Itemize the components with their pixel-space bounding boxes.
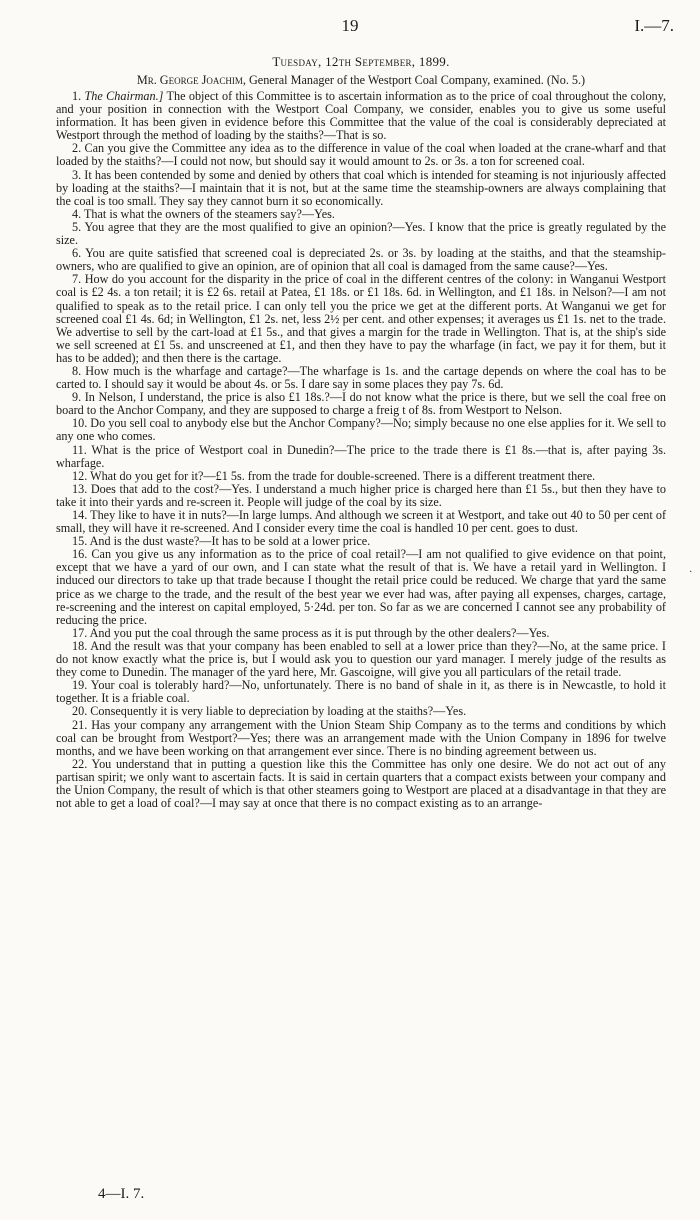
witness-description: , General Manager of the Westport Coal Company, examined. (No. 5.) xyxy=(242,73,586,87)
question-paragraph xyxy=(56,169,666,208)
question-number: 3. xyxy=(72,167,85,182)
document-body xyxy=(56,54,666,810)
question-text: Consequently it is very liable to depreciation by loading at the staiths?—Yes. xyxy=(90,704,467,719)
question-number: 11. xyxy=(72,442,92,457)
question-text: Can you give us any information as to the price of coal retail?—I am not qualified to give evidence on that point, except that we have a yard of our own, and I can state what the result of that is. We have a retail yard in Wellington. I induced our directors to take up that trade because I thought the retail price could be reduced. We charge that yard the same price as we charge to the trade, and the result of the best year we ever had was, after paying all expenses, charges, cartage, re-screening and the interest on capital employed, 5·24d. per ton. So far as we are concerned I cannot see any probability of reducing the price. xyxy=(56,547,666,627)
question-text: In Nelson, I understand, the price is also £1 18s.?—I do not know what the price is there, but we sell the coal free on board to the Anchor Company, and they are supposed to charge a freig t of 8s. from Westport to Nelson. xyxy=(56,390,667,418)
question-number: 5. xyxy=(72,219,85,234)
question-text: Does that add to the cost?—Yes. I understand a much higher price is charged here than £1 5s., but then they have to take it into their yards and re-screen it. People will judge of the coal by its size. xyxy=(56,481,667,509)
question-number: 2. xyxy=(72,141,85,156)
question-number: 18. xyxy=(72,638,91,653)
question-number: 6. xyxy=(72,246,86,261)
question-paragraph xyxy=(56,758,666,810)
witness-heading xyxy=(56,73,666,88)
question-text: How do you account for the disparity in the price of coal in the different centres of the colony: in Wanganui Westport coal is £2 4s. a ton retail; it is £2 6s. retail at Patea, £1 18s. or £1 18s. 6d. in Wellington, and £1 18s. in Nelson?—I am not qualified to speak as to the retail price. I can only tell you the price we get at the different ports. At Wanganui we get for screened coal £1 4s. 6d; in Wellington, £1 2s. net, less 2½ per cent. and other expenses; it averages us £1 1s. net to the trade. We advertise to sell by the cart-load at £1 5s., and that gives a margin for the trade in Wellington. That is, at the ship's side we sell screened at £1 5s. and unscreened at £1, and then they have to pay the wharfage (in fact, we pay it for them, but it has to be added); and then there is the cartage. xyxy=(56,272,667,365)
question-paragraph xyxy=(56,391,666,417)
question-number: 16. xyxy=(72,547,92,562)
question-number: 21. xyxy=(72,717,92,732)
question-number: 7. xyxy=(72,272,85,287)
question-number: 15. xyxy=(72,534,90,549)
question-paragraph xyxy=(56,640,666,679)
question-paragraph xyxy=(56,719,666,758)
question-number: 19. xyxy=(72,678,91,693)
question-text: And you put the coal through the same process as it is put through by the other dealers?—Yes. xyxy=(89,625,550,640)
speaker-label: The Chairman.] xyxy=(84,89,164,103)
question-text: You understand that in putting a question like this the Committee has only one desire. We do not act out of any partisan spirit; we only want to ascertain facts. It is said in certain quarters that a compact exists between your company and the Union Company, the result of which is that other steamers going to Westport are placed at a disadvantage in that they are not able to get a load of coal?—I may say at once that there is no compact existing as to an arrange- xyxy=(56,756,666,811)
question-text: What do you get for it?—£1 5s. from the trade for double-screened. There is a different treatment there. xyxy=(90,468,596,483)
question-paragraph xyxy=(56,273,666,365)
question-number: 4. xyxy=(72,206,84,221)
margin-mark: . xyxy=(689,564,692,575)
question-text: How much is the wharfage and cartage?—The wharfage is 1s. and the cartage depends on where the coal has to be carted to. I should say it would be about 4s. or 5s. I dare say in some places they pay 7s. 6d. xyxy=(56,363,667,392)
question-number: 10. xyxy=(72,416,91,431)
question-text: And the result was that your company has been enabled to sell at a lower price than they?—No, at the same price. I do not know exactly what the price is, but I would ask you to question our yard manager. I merely judge of the results as they come to Dunedin. The manager of the yard here, Mr. Gascoigne, will give you all particulars of the retail trade. xyxy=(56,638,666,680)
question-text: It has been contended by some and denied by others that coal which is intended for steaming is not injuriously affected by loading at the staiths?—I maintain that it is not, but at the same time the steamship-owners are always complaining that the coal is too small. They say they cannot burn it so economically. xyxy=(56,167,666,208)
question-number: 20. xyxy=(72,704,91,719)
question-paragraph xyxy=(56,221,666,247)
question-text: Your coal is tolerably hard?—No, unfortunately. There is no band of shale in it, as there is in Newcastle, to hold it together. It is a friable coal. xyxy=(56,678,666,706)
question-text: You agree that they are the most qualified to give an opinion?—Yes. I know that the price is greatly regulated by the size. xyxy=(56,219,666,248)
question-text: Do you sell coal to anybody else but the Anchor Company?—No; simply because no one else applies for it. We sell to any one who comes. xyxy=(56,416,666,444)
question-paragraph xyxy=(56,444,666,470)
question-paragraph xyxy=(56,142,666,168)
question-paragraph xyxy=(56,548,666,627)
question-text: Can you give the Committee any idea as to the difference in value of the coal when loaded at the crane-wharf and that loaded by the staiths?—I could not now, but should say it would amount to 2s. or 3s. a ton for screened coal. xyxy=(56,141,666,169)
question-number: 9. xyxy=(72,390,85,405)
question-number: 12. xyxy=(72,468,91,483)
question-text: They like to have it in nuts?—In large lumps. And although we screen it at Westport, and take out 40 to 50 per cent of small, they will have it re-screened. And I consider every time the coal is handled 10 per cent. goes to dust. xyxy=(56,508,666,536)
page-number: 19 xyxy=(341,16,359,35)
question-number: 1. xyxy=(72,89,85,103)
question-number: 17. xyxy=(72,625,90,640)
question-paragraph xyxy=(56,90,666,142)
question-text: What is the price of Westport coal in Dunedin?—The price to the trade there is £1 8s.—that is, after paying 3s. wharfage. xyxy=(56,442,666,470)
evidence-paragraphs xyxy=(56,90,666,810)
question-paragraph xyxy=(56,365,666,391)
question-text: That is what the owners of the steamers say?—Yes. xyxy=(83,206,335,221)
question-number: 14. xyxy=(72,508,91,522)
document-reference: I.—7. xyxy=(634,16,674,35)
witness-name: Mr. George Joachim xyxy=(136,73,243,87)
question-paragraph xyxy=(56,417,666,443)
question-paragraph xyxy=(56,679,666,705)
signature-mark: 4—I. 7. xyxy=(98,1186,145,1202)
question-paragraph xyxy=(56,247,666,273)
question-text: The object of this Committee is to ascertain information as to the price of coal throughout the colony, and your position in connection with the Westport Coal Company, we consider, enables you to give us some useful information. It has been given in evidence before this Committee that the value of the coal is considerably depreciated at Westport through the method of loading by the staiths?—That is so. xyxy=(56,89,666,143)
question-paragraph xyxy=(56,509,666,535)
question-number: 22. xyxy=(72,756,92,771)
question-number: 8. xyxy=(72,363,86,378)
question-text: Has your company any arrangement with the Union Steam Ship Company as to the terms and conditions by which coal can be brought from Westport?—Yes; there was an arrangement made with the Union Company in 1896 for twelve months, and we have been working on that arrangement ever since. There is no binding agreement between us. xyxy=(56,717,666,758)
sitting-date: Tuesday, 12th September, 1899. xyxy=(272,54,450,69)
question-number: 13. xyxy=(72,481,91,496)
question-text: And is the dust waste?—It has to be sold at a lower price. xyxy=(89,534,371,549)
question-paragraph xyxy=(56,483,666,509)
page-header xyxy=(0,16,700,40)
question-text: You are quite satisfied that screened coal is depreciated 2s. or 3s. by loading at the staiths, and that the steamship-owners, who are qualified to give an opinion, are of opinion that all coal is damaged from the same cause?—Yes. xyxy=(56,246,666,274)
